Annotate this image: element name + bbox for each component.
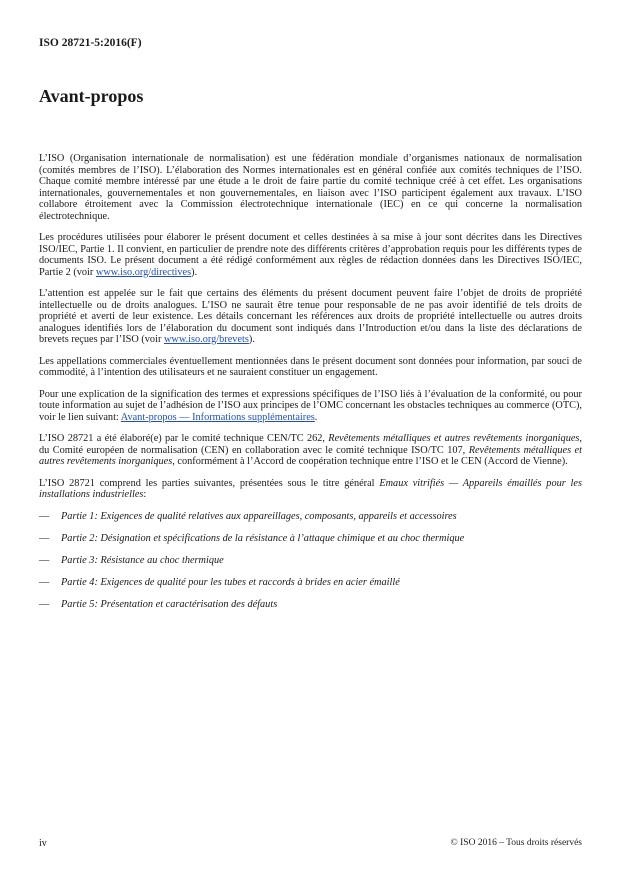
italic-text: Emaux vitrifiés — Appareils émaillés pour les installations industrielles (39, 477, 582, 500)
text: ). (248, 334, 255, 345)
text: Les procédures utilisées pour élaborer le présent document et celles destinées à sa mise à jour sont décrites dans les Directives ISO/IEC, Partie 1. Il convient, en particulier de prendre note des différents critères d’approbation requis pour les différents types de documents ISO. Le présent document a été rédigé conformément aux règles de rédaction données dans les Directives ISO/IEC, Partie 2 (voir (39, 232, 582, 278)
text: ). (191, 266, 198, 278)
text: , du Comité européen de normalisation (CEN) en collaboration avec le comité technique ISO/TC 107, (39, 433, 582, 456)
paragraph-parts-intro (39, 478, 582, 501)
page-number: iv (39, 838, 47, 849)
paragraph-committee (39, 433, 582, 468)
list-item (39, 599, 582, 611)
link-directives[interactable]: www.iso.org/directives (95, 266, 192, 278)
dash: — (39, 510, 50, 522)
list-item-text: Partie 2: Désignation et spécifications de la résistance à l’attaque chimique et au choc thermique (61, 532, 465, 544)
dash: — (39, 576, 50, 588)
copyright-notice: © ISO 2016 – Tous droits réservés (450, 838, 582, 848)
link-avant-propos-info[interactable]: Avant-propos — Informations supplémentaires (120, 411, 315, 423)
document-id-header: ISO 28721-5:2016(F) (39, 37, 142, 49)
page-title: Avant-propos (39, 86, 144, 106)
dash: — (39, 554, 50, 566)
list-item-text: Partie 3: Résistance au choc thermique (61, 554, 224, 566)
paragraph-procedures (39, 232, 582, 278)
italic-text: Revêtements métalliques et autres revêtements inorganiques (39, 444, 582, 467)
italic-text: Revêtements métalliques et autres revêtements inorganiques (328, 433, 580, 444)
paragraph-patents (39, 288, 582, 346)
list-item (39, 533, 582, 545)
list-item (39, 555, 582, 567)
text: , conformément à l’Accord de coopération technique entre l’ISO et le CEN (Accord de Vienne). (172, 456, 568, 467)
document-body (39, 153, 582, 621)
dash: — (39, 598, 50, 610)
text: L’attention est appelée sur le fait que certains des éléments du présent document peuvent faire l’objet de droits de propriété intellectuelle ou de droits analogues. L’ISO ne saurait être tenue pour responsable de ne pas avoir identifié de tels droits de propriété et averti de leur existence. Les détails concernant les références aux droits de propriété intellectuelle ou autres droits analogues identifiés lors de l’élaboration du document sont indiqués dans l’Introduction et/ou dans la liste des déclarations de brevets reçues par l’ISO (voir (39, 288, 582, 345)
text: : (143, 489, 147, 500)
paragraph-iso-intro: L’ISO (Organisation internationale de normalisation) est une fédération mondiale d’organismes nationaux de normalisation (comités membres de l’ISO). L’élaboration des Normes internationales est en général confiée aux comités techniques de l’ISO. Chaque comité membre intéressé par une étude a le droit de faire partie du comité technique créé à cet effet. Les organisations internationales, gouvernementales et non gouvernementales, en liaison avec l’ISO participent également aux travaux. L’ISO collabore étroitement avec la Commission électrotechnique internationale (IEC) en ce qui concerne la normalisation électrotechnique. (39, 153, 582, 222)
list-item-text: Partie 1: Exigences de qualité relatives aux appareillages, composants, appareils et accessoires (61, 510, 457, 522)
text: Pour une explication de la signification des termes et expressions spécifiques de l’ISO liés à l’évaluation de la conformité, ou pour toute information au sujet de l’adhésion de l’ISO aux principes de l’OMC concernant les obstacles techniques au commerce (OTC), voir le lien suivant: (39, 388, 582, 423)
list-item-text: Partie 5: Présentation et caractérisation des défauts (61, 598, 278, 610)
text: . (314, 411, 318, 423)
paragraph-trade-names: Les appellations commerciales éventuellement mentionnées dans le présent document sont données pour information, par souci de commodité, à l’intention des utilisateurs et ne sauraient constituer un engagement. (39, 355, 582, 378)
list-item (39, 511, 582, 523)
dash: — (39, 532, 50, 544)
list-item-text: Partie 4: Exigences de qualité pour les tubes et raccords à brides en acier émaillé (61, 576, 400, 588)
text: L’ISO 28721 a été élaboré(e) par le comité technique CEN/TC 262, (39, 433, 329, 444)
link-brevets[interactable]: www.iso.org/brevets (163, 334, 249, 345)
parts-list (39, 511, 582, 611)
list-item (39, 577, 582, 589)
text: L’ISO 28721 comprend les parties suivantes, présentées sous le titre général (39, 477, 380, 489)
paragraph-conformity (39, 389, 582, 424)
